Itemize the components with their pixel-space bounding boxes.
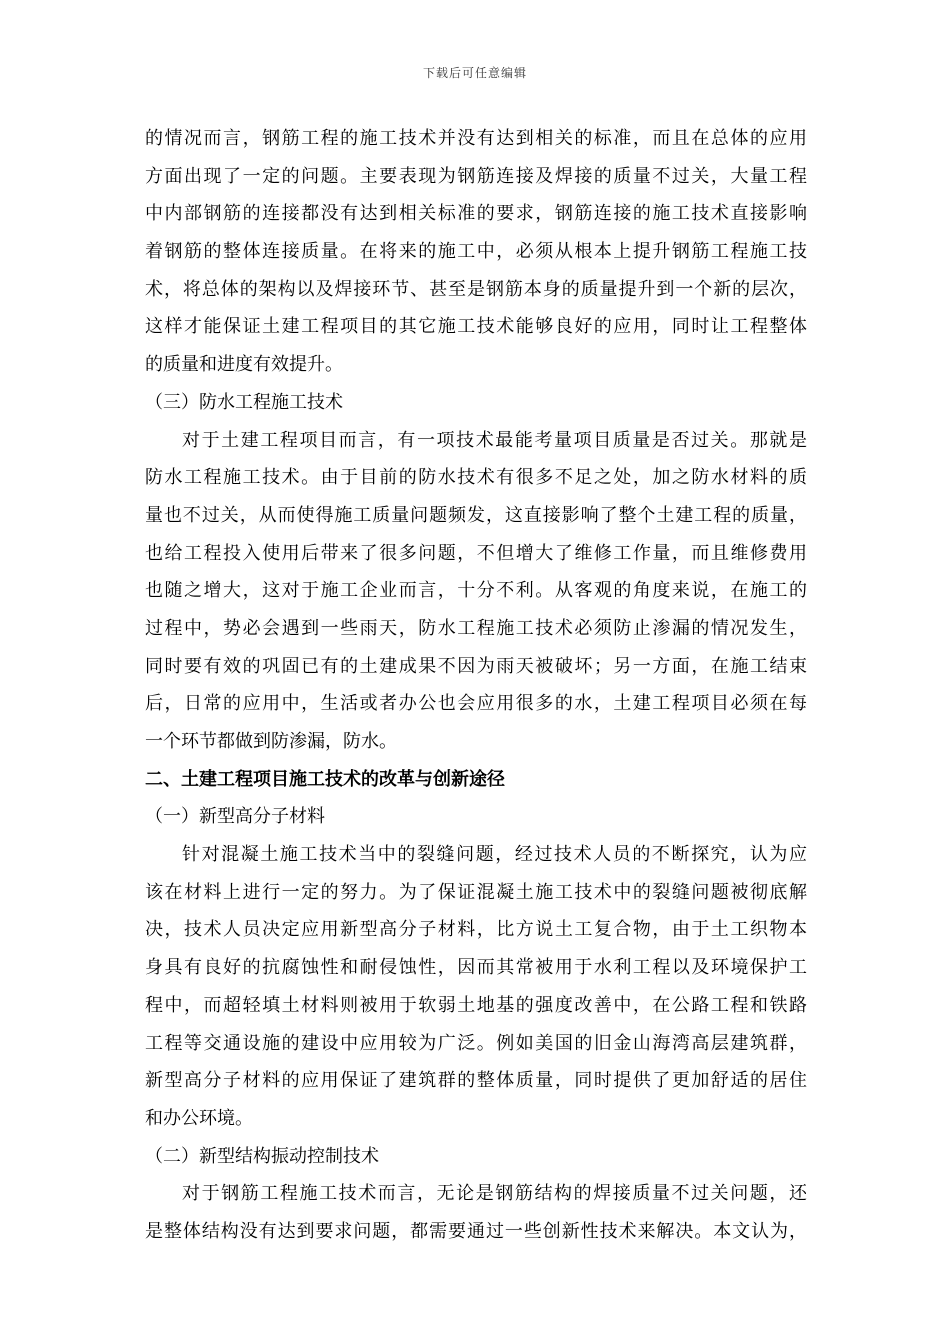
- paragraph-line: 身具有良好的抗腐蚀性和耐侵蚀性，因而其常被用于水利工程以及环境保护工: [145, 957, 807, 979]
- paragraph-line: 工程等交通设施的建设中应用较为广泛。例如美国的旧金山海湾高层建筑群，: [145, 1032, 807, 1054]
- paragraph-line: 的情况而言，钢筋工程的施工技术并没有达到相关的标准，而且在总体的应用: [145, 128, 807, 149]
- page-header: 下载后可任意编辑: [422, 66, 527, 80]
- paragraph-line: 程中，而超轻填土材料则被用于软弱土地基的强度改善中，在公路工程和铁路: [145, 994, 807, 1016]
- paragraph-line: 过程中，势必会遇到一些雨天，防水工程施工技术必须防止渗漏的情况发生，: [145, 617, 807, 639]
- paragraph-line: 的质量和进度有效提升。: [145, 354, 343, 376]
- paragraph-line: 这样才能保证土建工程项目的其它施工技术能够良好的应用，同时让工程整体: [145, 316, 807, 338]
- paragraph-line: 术，将总体的架构以及焊接环节、甚至是钢筋本身的质量提升到一个新的层次，: [145, 278, 807, 300]
- paragraph-line: 新型高分子材料的应用保证了建筑群的整体质量，同时提供了更加舒适的居住: [145, 1070, 807, 1092]
- section-subheading: （一）新型高分子材料: [145, 806, 325, 828]
- paragraph-first-line: 对于土建工程项目而言，有一项技术最能考量项目质量是否过关。那就是: [182, 429, 807, 451]
- section-subheading: （三）防水工程施工技术: [145, 391, 343, 413]
- paragraph-line: 也随之增大，这对于施工企业而言，十分不利。从客观的角度来说，在施工的: [145, 580, 807, 602]
- paragraph-line: 一个环节都做到防渗漏，防水。: [145, 731, 397, 752]
- paragraph-line: 是整体结构没有达到要求问题，都需要通过一些创新性技术来解决。本文认为，: [145, 1220, 807, 1242]
- paragraph-line: 该在材料上进行一定的努力。为了保证混凝土施工技术中的裂缝问题被彻底解: [145, 881, 807, 903]
- paragraph-line: 方面出现了一定的问题。主要表现为钢筋连接及焊接的质量不过关，大量工程: [145, 165, 807, 187]
- paragraph-first-line: 针对混凝土施工技术当中的裂缝问题，经过技术人员的不断探究，认为应: [182, 844, 807, 866]
- paragraph-first-line: 对于钢筋工程施工技术而言，无论是钢筋结构的焊接质量不过关问题，还: [182, 1183, 807, 1205]
- paragraph-line: 和办公环境。: [145, 1107, 253, 1129]
- paragraph-line: 量也不过关，从而使得施工质量问题频发，这直接影响了整个土建工程的质量，: [145, 504, 807, 526]
- paragraph-line: 同时要有效的巩固已有的土建成果不因为雨天被破坏；另一方面，在施工结束: [145, 655, 807, 677]
- paragraph-line: 后，日常的应用中，生活或者办公也会应用很多的水，土建工程项目必须在每: [145, 693, 807, 715]
- paragraph-line: 也给工程投入使用后带来了很多问题，不但增大了维修工作量，而且维修费用: [145, 542, 807, 564]
- section-subheading: （二）新型结构振动控制技术: [145, 1145, 379, 1167]
- document-body: [145, 120, 807, 1251]
- section-heading: 二、土建工程项目施工技术的改革与创新途径: [145, 768, 505, 790]
- paragraph-line: 着钢筋的整体连接质量。在将来的施工中，必须从根本上提升钢筋工程施工技: [145, 241, 807, 263]
- paragraph-line: 决，技术人员决定应用新型高分子材料，比方说土工复合物，由于土工织物本: [145, 919, 807, 941]
- paragraph-line: 防水工程施工技术。由于目前的防水技术有很多不足之处，加之防水材料的质: [145, 467, 807, 489]
- paragraph-line: 中内部钢筋的连接都没有达到相关标准的要求，钢筋连接的施工技术直接影响: [145, 203, 807, 225]
